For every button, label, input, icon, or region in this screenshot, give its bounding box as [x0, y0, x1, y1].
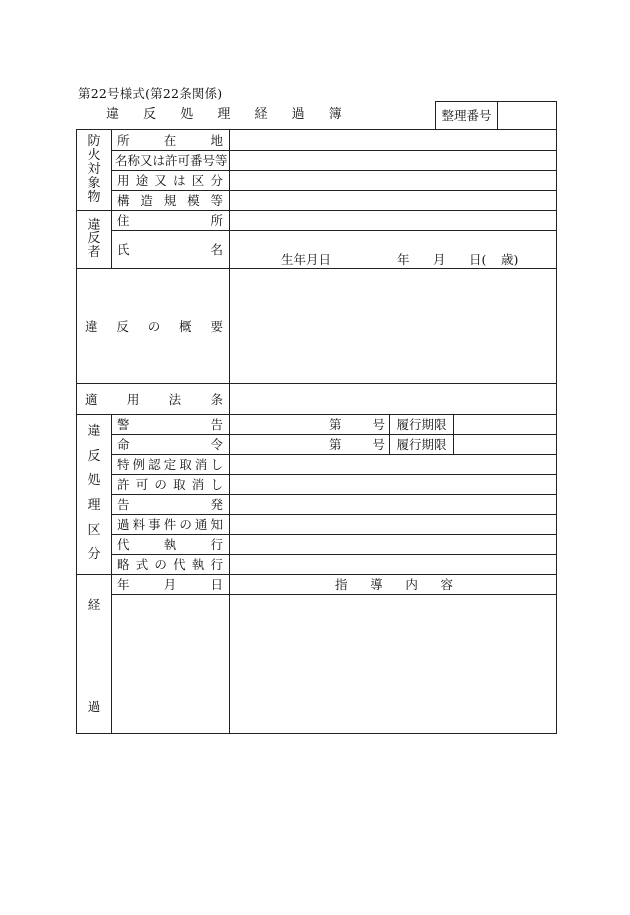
boka-group-char: 対: [87, 161, 101, 177]
shimei-label: 氏 名: [117, 242, 223, 257]
meirei-kigen-label: 履行期限: [396, 437, 447, 452]
shori-group-label: 違 反 処 理 区 分: [87, 423, 101, 563]
meirei-label: 命 令: [117, 437, 223, 452]
ihansha-group-label: 違 反 者: [87, 217, 101, 260]
keikoku-kigen-label: 履行期限: [396, 417, 447, 432]
boka-group-char: 象: [87, 176, 101, 192]
meisho-label: 名称又は許可番号等: [115, 153, 228, 168]
meirei-number: 第 号: [329, 437, 385, 452]
seiri-value-field[interactable]: [498, 102, 556, 129]
ryakushiki-label: 略 式 の 代 執 行: [117, 557, 223, 572]
gaiyo-label: 違 反 の 概 要: [85, 318, 223, 334]
boka-group-char: 防: [87, 133, 101, 149]
keika-char-top: 経: [87, 597, 101, 612]
keika-content-header: 指 導 内 容: [335, 577, 453, 592]
kokuhatsu-label: 告 発: [117, 497, 223, 512]
ledger-grid: [76, 129, 557, 734]
birth-year-unit: 年: [397, 252, 410, 267]
seiri-label: 整理番号: [436, 102, 498, 129]
jusho-label: 住 所: [117, 213, 223, 228]
ledger-title: 違 反 処 理 経 過 簿: [106, 107, 352, 122]
daishikko-label: 代 執 行: [117, 537, 223, 552]
keika-char-bottom: 過: [87, 699, 101, 714]
birth-age-unit: 歳): [501, 252, 519, 267]
boka-group-label: [77, 130, 111, 210]
karyo-label: 過 料 事 件 の 通 知: [117, 517, 223, 532]
keikoku-label: 警 告: [117, 417, 223, 432]
boka-group-char: 火: [87, 147, 101, 163]
birth-label: 生年月日: [281, 252, 332, 267]
birth-date-row: [281, 250, 531, 268]
kyoka-label: 許 可 の 取 消 し: [117, 477, 223, 492]
tekiyo-label: 適 用 法 条: [85, 391, 223, 407]
kozo-label: 構 造 規 模 等: [117, 193, 223, 208]
form-number-heading: 第22号様式(第22条関係): [78, 86, 223, 101]
seiri-box: [435, 101, 557, 130]
yoto-label: 用 途 又 は 区 分: [117, 173, 223, 188]
shozaichi-label: 所 在 地: [117, 133, 223, 148]
birth-month-unit: 月: [433, 252, 446, 267]
keika-date-header: 年 月 日: [117, 577, 223, 592]
birth-day-unit: 日(: [469, 252, 487, 267]
boka-group-char: 物: [87, 190, 101, 206]
tokurei-label: 特 例 認 定 取 消 し: [117, 457, 223, 472]
keikoku-number: 第 号: [329, 417, 385, 432]
